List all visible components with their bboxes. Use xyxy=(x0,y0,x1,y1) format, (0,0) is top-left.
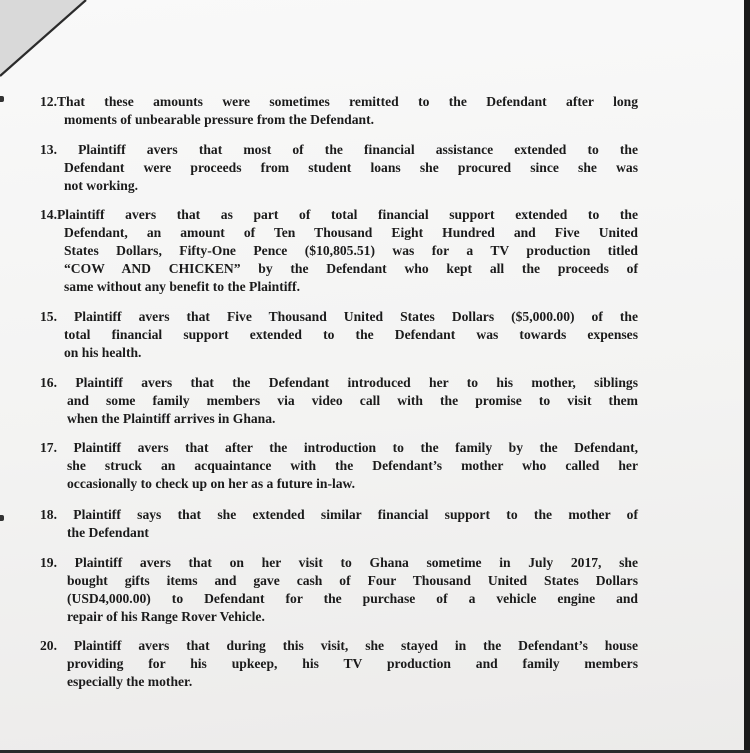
paragraph-line: 14.Plaintiff avers that as part of total financial support extended to the xyxy=(40,207,638,222)
paragraph-16 xyxy=(40,374,638,428)
paragraph-line: Defendant were proceeds from student loans she procured since she was xyxy=(64,160,638,175)
paragraph-line: (USD4,000.00) to Defendant for the purchase of a vehicle engine and xyxy=(67,591,638,606)
paragraph-17 xyxy=(40,439,638,493)
paragraph-line: especially the mother. xyxy=(67,674,193,689)
paragraph-line: bought gifts items and gave cash of Four Thousand United States Dollars xyxy=(67,573,638,588)
paragraph-line: not working. xyxy=(64,178,139,193)
paragraph-line: when the Plaintiff arrives in Ghana. xyxy=(67,411,276,426)
paragraph-line: total financial support extended to the Defendant was towards expenses xyxy=(64,327,638,342)
paragraph-20 xyxy=(40,637,638,691)
paragraph-19 xyxy=(40,554,638,626)
paragraph-line: 19. Plaintiff avers that on her visit to Ghana sometime in July 2017, she xyxy=(40,555,638,570)
paragraph-13 xyxy=(40,141,638,195)
paragraph-line: on his health. xyxy=(64,345,142,360)
paragraph-15 xyxy=(40,308,638,362)
paragraph-line: 13. Plaintiff avers that most of the financial assistance extended to the xyxy=(40,142,638,157)
paragraph-line: 18. Plaintiff says that she extended similar financial support to the mother of xyxy=(40,507,638,522)
paragraph-line: occasionally to check up on her as a future in-law. xyxy=(67,476,356,491)
paragraph-12 xyxy=(40,93,638,129)
paragraph-line: same without any benefit to the Plaintiff. xyxy=(64,279,300,294)
paragraph-line: States Dollars, Fifty-One Pence ($10,805.51) was for a TV production titled xyxy=(64,243,638,258)
paragraph-line: 17. Plaintiff avers that after the introduction to the family by the Defendant, xyxy=(40,440,638,455)
paragraph-line: she struck an acquaintance with the Defendant’s mother who called her xyxy=(67,458,638,473)
paragraph-line: Defendant, an amount of Ten Thousand Eight Hundred and Five United xyxy=(64,225,638,240)
paragraph-line: and some family members via video call with the promise to visit them xyxy=(67,393,638,408)
paragraph-line: repair of his Range Rover Vehicle. xyxy=(67,609,265,624)
paragraph-line: 12.That these amounts were sometimes remitted to the Defendant after long xyxy=(40,94,638,109)
paragraph-14 xyxy=(40,206,638,296)
paragraph-line: providing for his upkeep, his TV production and family members xyxy=(67,656,638,671)
paragraph-line: 15. Plaintiff avers that Five Thousand United States Dollars ($5,000.00) of the xyxy=(40,309,638,324)
paragraph-line: moments of unbearable pressure from the Defendant. xyxy=(64,112,374,127)
paragraph-line: 16. Plaintiff avers that the Defendant introduced her to his mother, siblings xyxy=(40,375,638,390)
paragraph-line: 20. Plaintiff avers that during this visit, she stayed in the Defendant’s house xyxy=(40,638,638,653)
paragraph-18 xyxy=(40,506,638,542)
paragraph-line: the Defendant xyxy=(67,525,149,540)
paragraph-line: “COW AND CHICKEN” by the Defendant who kept all the proceeds of xyxy=(64,261,638,276)
